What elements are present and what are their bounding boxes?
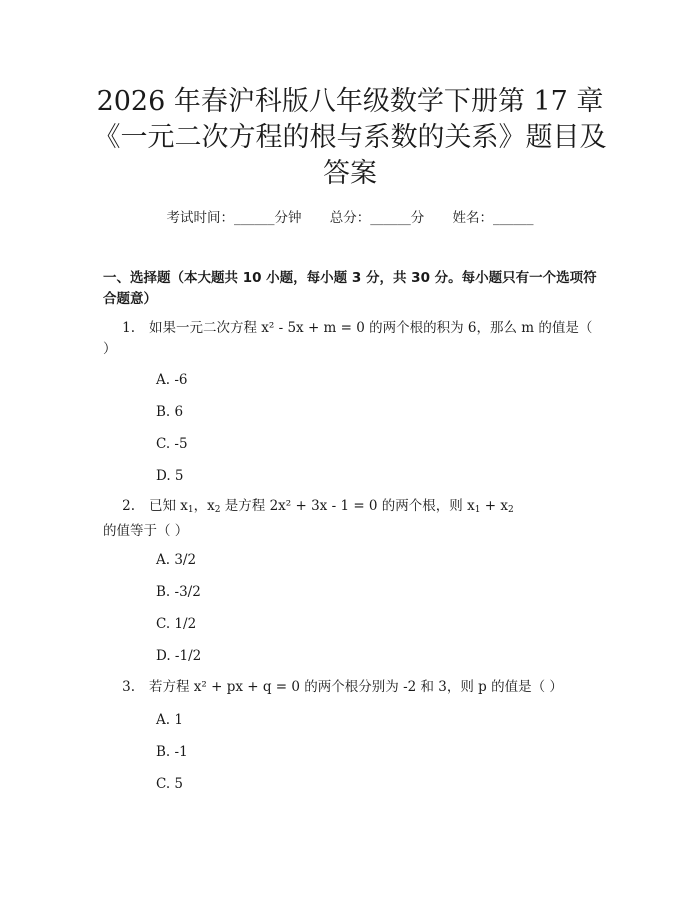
subscript: 1 <box>474 505 481 515</box>
question-2-option-a: A. 3/2 <box>156 552 197 568</box>
title-line-3: 答案 <box>323 158 377 189</box>
question-1-option-b: B. 6 <box>156 404 184 420</box>
question-number: 2. <box>122 498 135 514</box>
question-1-option-d: D. 5 <box>156 468 184 484</box>
exam-time: 考试时间：______分钟 <box>166 210 302 226</box>
question-1-option-c: C. -5 <box>156 436 188 452</box>
question-3-option-a: A. 1 <box>156 712 183 728</box>
question-2-stem <box>103 496 603 542</box>
question-1-option-a: A. -6 <box>156 372 188 388</box>
question-3-option-b: B. -1 <box>156 744 188 760</box>
question-2-option-d: D. -1/2 <box>156 648 202 664</box>
exam-info <box>0 206 700 226</box>
question-text-part: 已知 x <box>149 498 188 514</box>
subscript: 2 <box>507 505 514 515</box>
question-number: 3. <box>122 679 135 695</box>
title-line-2: 《一元二次方程的根与系数的关系》题目及 <box>93 122 607 153</box>
question-2-option-c: C. 1/2 <box>156 616 197 632</box>
question-3-stem <box>103 677 603 698</box>
question-text-part: ，x <box>193 498 215 514</box>
question-text-part: 的值等于（ ） <box>103 523 189 539</box>
question-text: 如果一元二次方程 x² - 5x + m = 0 的两个根的积为 6，那么 m 的值是（ ） <box>103 320 593 357</box>
question-2-option-b: B. -3/2 <box>156 584 201 600</box>
subscript: 2 <box>214 505 221 515</box>
question-number: 1. <box>122 320 135 336</box>
subscript: 1 <box>187 505 194 515</box>
question-text-part: 是方程 2x² + 3x - 1 = 0 的两个根，则 x <box>220 498 475 514</box>
question-text: 若方程 x² + px + q = 0 的两个根分别为 -2 和 3，则 p 的值是（ ） <box>149 679 563 695</box>
document-title <box>60 84 640 192</box>
question-3-option-c: C. 5 <box>156 776 184 792</box>
exam-score: 总分：______分 <box>329 210 425 226</box>
section-title: 一、选择题（本大题共 10 小题，每小题 3 分，共 30 分。每小题只有一个选项符合题意） <box>103 270 597 307</box>
exam-name: 姓名：______ <box>452 210 534 226</box>
title-line-1: 2026 年春沪科版八年级数学下册第 17 章 <box>96 86 604 117</box>
question-1-stem <box>103 318 603 360</box>
question-text-part: + x <box>480 498 508 514</box>
